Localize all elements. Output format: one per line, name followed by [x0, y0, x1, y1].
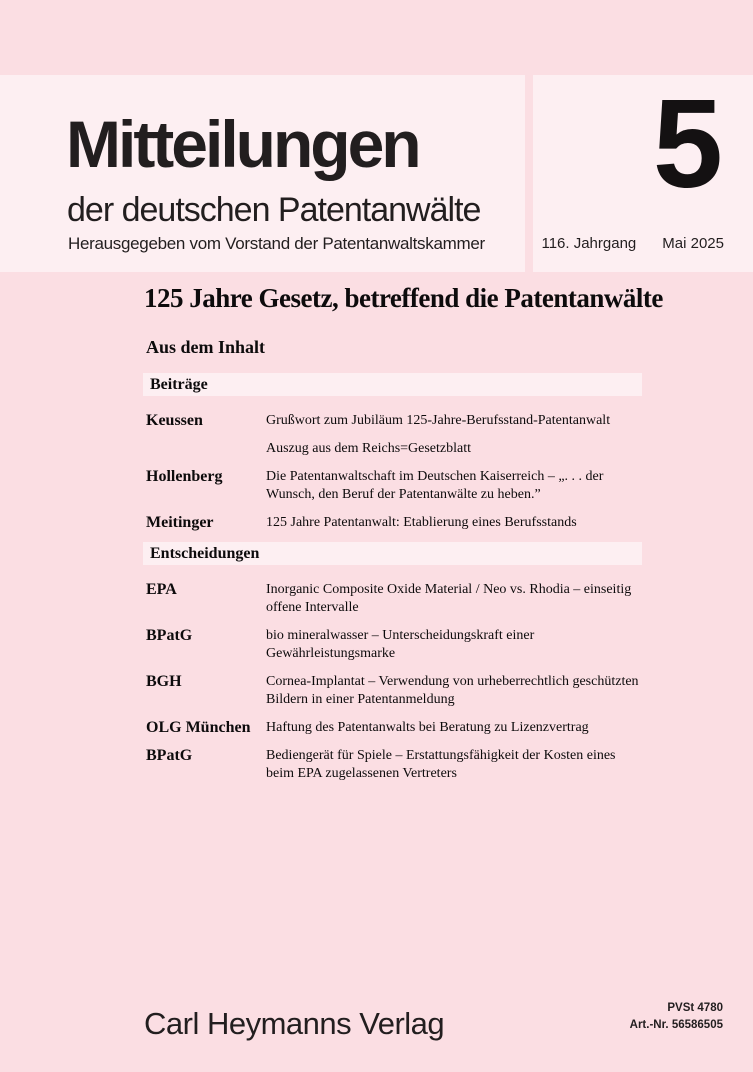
cover-headline: 125 Jahre Gesetz, betreffend die Patentanwälte: [144, 283, 663, 313]
postal-codes: [630, 1000, 723, 1035]
masthead-panel: [0, 75, 525, 272]
toc-entry-text: Auszug aus dem Reichs=Gesetzblatt: [266, 441, 472, 456]
toc-entry-source: BGH: [146, 673, 182, 690]
journal-publisher-line: Herausgegeben vom Vorstand der Patentanwaltskammer: [68, 234, 485, 253]
toc-entry: [143, 719, 642, 737]
toc-entry-source: Hollenberg: [146, 468, 223, 485]
toc-entry-source: Meitinger: [146, 514, 214, 531]
toc-entry-text: Die Patentanwaltschaft im Deutschen Kaiserreich – „. . . der Wunsch, den Beruf der Patentanwälte zu heben.”: [266, 469, 604, 502]
toc-entry-text: Cornea-Implantat – Verwendung von urheberrechtlich geschützten Bildern in einer Patentanmeldung: [266, 674, 639, 707]
toc-entry-text: bio mineralwasser – Unterscheidungskraft einer Gewährleistungsmarke: [266, 628, 535, 661]
section-header-beitraege: Beiträge: [143, 373, 642, 396]
journal-title: Mitteilungen: [66, 107, 419, 181]
toc-entry-text: 125 Jahre Patentanwalt: Etablierung eines Berufsstands: [266, 515, 577, 530]
toc-entry: [143, 468, 642, 504]
toc-entry-source: EPA: [146, 581, 177, 598]
toc-intro: Aus dem Inhalt: [146, 337, 266, 357]
toc-entry: [143, 673, 642, 709]
toc-entry-source: BPatG: [146, 627, 193, 644]
toc-entry-text: Grußwort zum Jubiläum 125-Jahre-Berufsstand-Patentanwalt: [266, 413, 611, 428]
issue-date: Mai 2025: [662, 235, 724, 252]
toc-entry: [143, 514, 642, 532]
toc-entry: [143, 440, 642, 458]
toc-entry: [143, 747, 642, 783]
issue-number: 5: [652, 73, 723, 214]
toc-entry-source: [146, 440, 263, 458]
toc-entry-source: OLG München: [146, 719, 251, 736]
article-number: Art.-Nr. 56586505: [629, 1019, 723, 1032]
issue-volume: 116. Jahrgang: [541, 235, 637, 252]
toc-entry-source: Keussen: [146, 412, 203, 429]
issue-panel: [533, 75, 753, 272]
journal-subtitle: der deutschen Patentanwälte: [67, 191, 481, 229]
publisher-name: Carl Heymanns Verlag: [144, 1006, 445, 1041]
toc-entry-text: Inorganic Composite Oxide Material / Neo vs. Rhodia – einseitig offene Intervalle: [266, 582, 632, 615]
issue-meta: [541, 235, 724, 252]
toc-entry-source: BPatG: [146, 747, 193, 764]
toc-entry: [143, 412, 642, 430]
pvst-number: PVSt 4780: [667, 1002, 723, 1014]
toc-entry-text: Haftung des Patentanwalts bei Beratung zu Lizenzvertrag: [266, 720, 589, 735]
toc-entry-text: Bediengerät für Spiele – Erstattungsfähigkeit der Kosten eines beim EPA zugelassenen Vertreters: [266, 748, 616, 781]
table-of-contents: [143, 373, 642, 793]
toc-entry: [143, 627, 642, 663]
toc-entry: [143, 581, 642, 617]
section-header-entscheidungen: Entscheidungen: [143, 542, 642, 565]
